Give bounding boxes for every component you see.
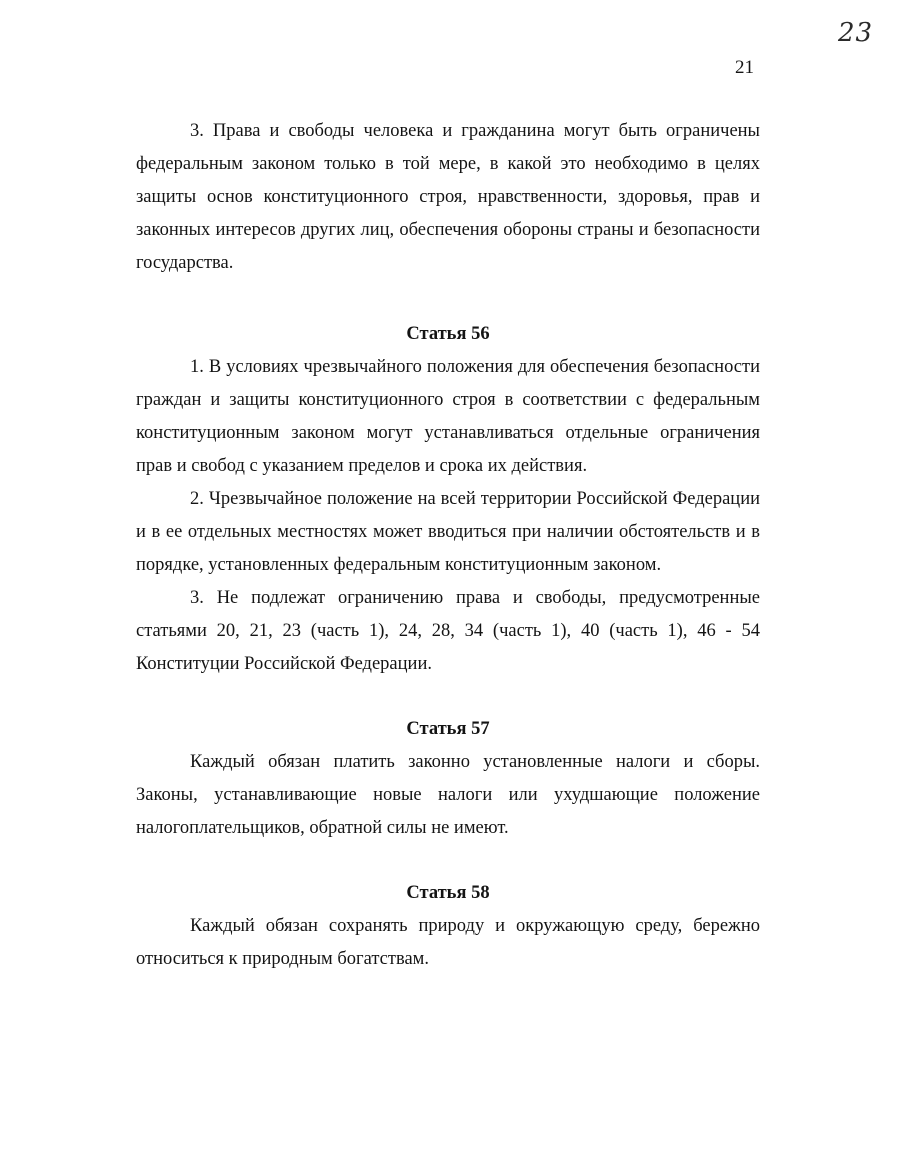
section-article-58 [136, 877, 760, 976]
paragraph: 1. В условиях чрезвычайного положения для обеспечения безопасности граждан и защиты конституционного строя в соответствии с федеральным конституционным законом могут устанавливаться отдельные ограничения прав и свобод с указанием пределов и срока их действия. [136, 357, 760, 476]
document-body [136, 115, 760, 976]
paragraph: 3. Не подлежат ограничению права и свободы, предусмотренные статьями 20, 21, 23 (часть 1), 24, 28, 34 (часть 1), 40 (часть 1), 46 - 54 Конституции Российской Федерации. [136, 588, 760, 674]
paragraph: Каждый обязан сохранять природу и окружающую среду, бережно относиться к природным богатствам. [136, 916, 760, 969]
article-56-heading: Статья 56 [406, 324, 490, 344]
paragraph: 2. Чрезвычайное положение на всей территории Российской Федерации и в ее отдельных местностях может вводиться при наличии обстоятельств и в порядке, установленных федеральным конституционным законом. [136, 489, 760, 575]
page-number: 21 [735, 57, 754, 78]
section-article-55-part-3 [136, 115, 760, 280]
handwritten-page-mark: 23 [838, 18, 874, 48]
paragraph: Каждый обязан платить законно установленные налоги и сборы. Законы, устанавливающие новые налоги или ухудшающие положение налогоплательщиков, обратной силы не имеют. [136, 752, 760, 838]
article-58-heading: Статья 58 [406, 883, 490, 903]
article-57-heading: Статья 57 [406, 719, 490, 739]
paragraph: 3. Права и свободы человека и гражданина могут быть ограничены федеральным законом только в той мере, в какой это необходимо в целях защиты основ конституционного строя, нравственности, здоровья, прав и законных интересов других лиц, обеспечения обороны страны и безопасности государства. [136, 121, 760, 273]
section-article-57 [136, 713, 760, 845]
section-article-56 [136, 318, 760, 681]
